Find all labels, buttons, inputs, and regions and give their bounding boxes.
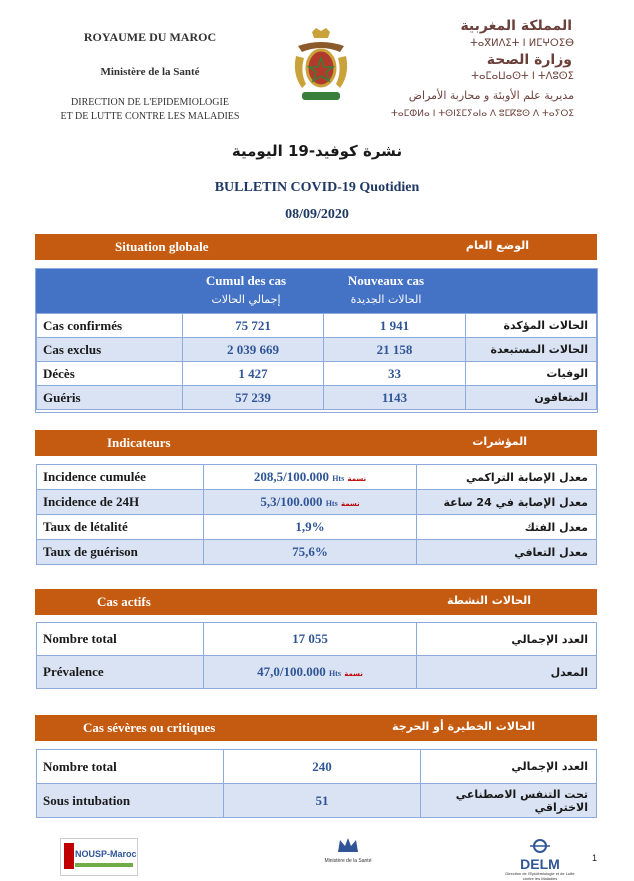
row-label-ar: المعدل: [417, 656, 597, 689]
row-label-fr: Incidence cumulée: [37, 465, 204, 490]
indicators-table: [36, 464, 597, 565]
row-label-ar: العدد الإجمالي: [421, 750, 597, 784]
row-label-fr: Cas confirmés: [37, 314, 183, 338]
direction-fr-2: ET DE LUTTE CONTRE LES MALADIES: [60, 111, 240, 122]
cumul-value: 2 039 669: [183, 338, 324, 362]
value: 208,5/100.000: [253, 469, 329, 484]
indicator-value: [204, 490, 417, 515]
new-value: 33: [324, 362, 466, 386]
value: 5,3/100.000: [260, 494, 323, 509]
ministry-footer-logo: [318, 836, 378, 876]
ministry-footer-label: Ministère de la Santé: [324, 858, 372, 864]
indicators-title-fr: Indicateurs: [107, 435, 171, 450]
indicateurs-row: [37, 515, 597, 540]
row-label-fr: Cas exclus: [37, 338, 183, 362]
crown-icon: [336, 836, 360, 854]
actifs-title-ar: الحالات النشطة: [446, 594, 531, 607]
value: 17 055: [292, 631, 328, 646]
value: 75,6%: [292, 544, 328, 559]
cumul-value: 57 239: [183, 386, 324, 410]
row-label-fr: Décès: [37, 362, 183, 386]
delm-icon: [527, 839, 553, 853]
row-label-fr: Sous intubation: [37, 784, 224, 818]
actifs-header: [35, 589, 597, 615]
value: 1,9%: [295, 519, 325, 534]
severes-title-ar: الحالات الخطيرة أو الحرجة: [392, 720, 535, 733]
row-label-ar: معدل الإصابة التراكمي: [417, 465, 597, 490]
bulletin-date: 08/09/2020: [285, 207, 349, 222]
direction-tifinagh: ⵜⴰⵎⵀⵍⴰ ⵏ ⵜⵙⵏⵉⵎⵢⴰⵏⴰ ⴷ ⵓⵎⴽⵓⵙ ⴷ ⵜⴰⵢⵔⵉ: [390, 109, 574, 119]
situation-row: [37, 386, 597, 410]
ministry-ar: وزارة الصحة: [486, 52, 572, 68]
indicator-value: [224, 750, 421, 784]
situation-table: [36, 313, 597, 410]
situation-header: [35, 234, 597, 260]
row-label-fr: Taux de létalité: [37, 515, 204, 540]
severes-row: [37, 784, 597, 818]
indicateurs-row: [37, 490, 597, 515]
row-label-ar: معدل الفتك: [417, 515, 597, 540]
new-value: 21 158: [324, 338, 466, 362]
value: 47,0/100.000: [257, 664, 326, 679]
title-ar: نشرة كوفيد-19 اليومية: [231, 142, 403, 160]
row-label-ar: الحالات المستبعدة: [466, 338, 597, 362]
indicateurs-row: [37, 465, 597, 490]
row-label-fr: Nombre total: [37, 623, 204, 656]
cumul-value: 75 721: [183, 314, 324, 338]
col-cumul-ar: إجمالي الحالات: [211, 293, 281, 306]
situation-title-ar: الوضع العام: [465, 239, 529, 252]
row-label-fr: Guéris: [37, 386, 183, 410]
col-new-ar: الحالات الجديدة: [350, 293, 422, 306]
col-new-fr: Nouveaux cas: [347, 273, 425, 288]
unit: Hts: [328, 669, 341, 678]
delm-sub: Direction de l'Epidémiologie et de Lutte contre les Maladies: [505, 871, 575, 881]
indicator-value: [204, 465, 417, 490]
actifs-row: [37, 656, 597, 689]
direction-ar: مديرية علم الأوبئة و محاربة الأمراض: [408, 89, 574, 102]
new-value: 1143: [324, 386, 466, 410]
indicator-value: [204, 515, 417, 540]
row-label-fr: Incidence de 24H: [37, 490, 204, 515]
kingdom-ar: المملكة المغربية: [460, 18, 572, 34]
cumul-value: 1 427: [183, 362, 324, 386]
ministry-tifinagh: ⵜⴰⵎⴰⵡⴰⵙⵜ ⵏ ⵜⴷⵓⵙⵉ: [471, 71, 574, 82]
nousp-logo: [60, 838, 138, 876]
actifs-title-fr: Cas actifs: [97, 594, 151, 609]
page-number: 1: [592, 853, 598, 863]
severes-row: [37, 750, 597, 784]
situation-row: [37, 338, 597, 362]
situation-title-fr: Situation globale: [115, 239, 209, 254]
delm-label: DELM: [520, 856, 560, 872]
indicators-title-ar: المؤشرات: [472, 435, 527, 448]
indicator-value: [204, 656, 417, 689]
coat-of-arms-icon: [290, 26, 352, 108]
indicator-value: [204, 540, 417, 565]
kingdom-fr: ROYAUME DU MAROC: [83, 30, 217, 44]
situation-row: [37, 314, 597, 338]
new-value: 1 941: [324, 314, 466, 338]
row-label-ar: الحالات المؤكدة: [466, 314, 597, 338]
value: 240: [312, 758, 332, 774]
row-label-fr: Prévalence: [37, 656, 204, 689]
row-label-fr: Nombre total: [37, 750, 224, 784]
actifs-row: [37, 623, 597, 656]
severes-table: [36, 749, 597, 818]
unit: Hts: [325, 499, 338, 508]
situation-column-header: [36, 269, 597, 313]
unit-ar: نسمة: [340, 500, 360, 508]
value: 51: [315, 792, 329, 808]
row-label-fr: Taux de guérison: [37, 540, 204, 565]
unit-ar: نسمة: [347, 475, 367, 483]
indicators-header: [35, 430, 597, 456]
severes-header: [35, 715, 597, 741]
indicator-value: [204, 623, 417, 656]
row-label-ar: الوفيات: [466, 362, 597, 386]
actifs-table: [36, 622, 597, 689]
title-fr: BULLETIN COVID-19 Quotidien: [214, 180, 420, 195]
severes-title-fr: Cas sévères ou critiques: [83, 720, 216, 735]
row-label-ar: تحت التنفس الاصطناعي الاختراقي: [421, 784, 597, 818]
direction-fr-1: DIRECTION DE L'EPIDEMIOLOGIE: [71, 97, 229, 108]
unit-ar: نسمة: [344, 670, 363, 678]
delm-logo: [505, 838, 575, 881]
col-cumul-fr: Cumul des cas: [205, 273, 287, 288]
row-label-ar: المتعافون: [466, 386, 597, 410]
row-label-ar: معدل الإصابة في 24 ساعة: [417, 490, 597, 515]
indicateurs-row: [37, 540, 597, 565]
nousp-label: NOUSP-Maroc: [75, 849, 137, 859]
row-label-ar: معدل التعافي: [417, 540, 597, 565]
situation-row: [37, 362, 597, 386]
unit: Hts: [332, 474, 345, 483]
kingdom-tifinagh: ⵜⴰⴳⵍⴷⵉⵜ ⵏ ⵍⵎⵖⵔⵉⴱ: [470, 38, 574, 49]
row-label-ar: العدد الإجمالي: [417, 623, 597, 656]
ministry-fr: Ministère de la Santé: [100, 66, 200, 78]
nousp-icon: [64, 843, 74, 869]
indicator-value: [224, 784, 421, 818]
